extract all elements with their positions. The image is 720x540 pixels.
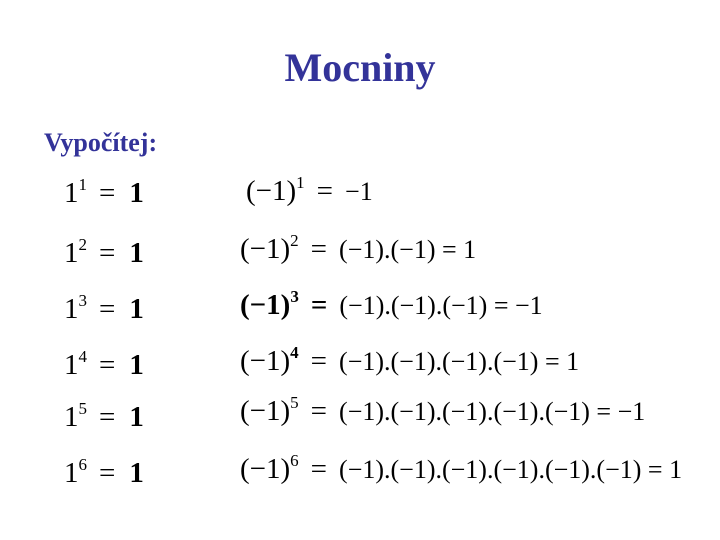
equals-sign: = (99, 457, 116, 489)
right-expansion: (−1).(−1) = 1 (339, 235, 477, 264)
left-row-2 (64, 236, 144, 268)
left-exponent: 1 (78, 175, 87, 194)
left-value: 1 (129, 177, 144, 209)
right-expansion: −1 (345, 177, 373, 206)
right-exponent: 3 (290, 287, 299, 306)
right-row-2 (240, 232, 476, 264)
left-value: 1 (129, 401, 144, 433)
left-exponent: 3 (78, 291, 87, 310)
left-exponent: 4 (78, 347, 87, 366)
left-row-1 (64, 176, 144, 208)
equals-sign: = (99, 401, 116, 433)
equals-sign: = (99, 293, 116, 325)
equals-sign: = (310, 233, 328, 265)
right-exponent: 6 (290, 451, 299, 470)
right-expansion: (−1).(−1).(−1) = −1 (339, 291, 543, 320)
right-exponent: 1 (296, 173, 305, 192)
equals-sign: = (99, 349, 116, 381)
right-base: (−1) (246, 175, 297, 207)
right-base: (−1) (240, 233, 291, 265)
left-row-3 (64, 292, 144, 324)
left-exponent: 5 (78, 399, 87, 418)
left-row-6 (64, 456, 144, 488)
right-base: (−1) (240, 289, 291, 321)
equals-sign: = (99, 177, 116, 209)
left-row-4 (64, 348, 144, 380)
left-base: 1 (64, 401, 79, 433)
right-base: (−1) (240, 395, 291, 427)
left-row-5 (64, 400, 144, 432)
right-base: (−1) (240, 453, 291, 485)
equals-sign: = (310, 289, 328, 321)
right-row-6 (240, 452, 682, 484)
right-row-3 (240, 288, 543, 320)
right-exponent: 2 (290, 231, 299, 250)
left-value: 1 (129, 237, 144, 269)
right-row-5 (240, 394, 645, 426)
left-value: 1 (129, 457, 144, 489)
left-base: 1 (64, 177, 79, 209)
left-exponent: 6 (78, 455, 87, 474)
equals-sign: = (310, 345, 328, 377)
equals-sign: = (99, 237, 116, 269)
right-row-1 (246, 174, 373, 206)
instruction-label: Vypočítej: (44, 128, 158, 157)
equals-sign: = (310, 453, 328, 485)
equals-sign: = (310, 395, 328, 427)
slide-title: Mocniny (284, 45, 436, 90)
right-expansion: (−1).(−1).(−1).(−1) = 1 (339, 347, 580, 376)
left-exponent: 2 (78, 235, 87, 254)
right-exponent: 5 (290, 393, 299, 412)
right-expansion: (−1).(−1).(−1).(−1).(−1).(−1) = 1 (339, 455, 683, 484)
left-base: 1 (64, 293, 79, 325)
left-value: 1 (129, 349, 144, 381)
right-exponent: 4 (290, 343, 299, 362)
left-base: 1 (64, 237, 79, 269)
right-row-4 (240, 344, 579, 376)
right-base: (−1) (240, 345, 291, 377)
right-expansion: (−1).(−1).(−1).(−1).(−1) = −1 (339, 397, 646, 426)
left-value: 1 (129, 293, 144, 325)
left-base: 1 (64, 349, 79, 381)
left-base: 1 (64, 457, 79, 489)
equals-sign: = (316, 175, 334, 207)
